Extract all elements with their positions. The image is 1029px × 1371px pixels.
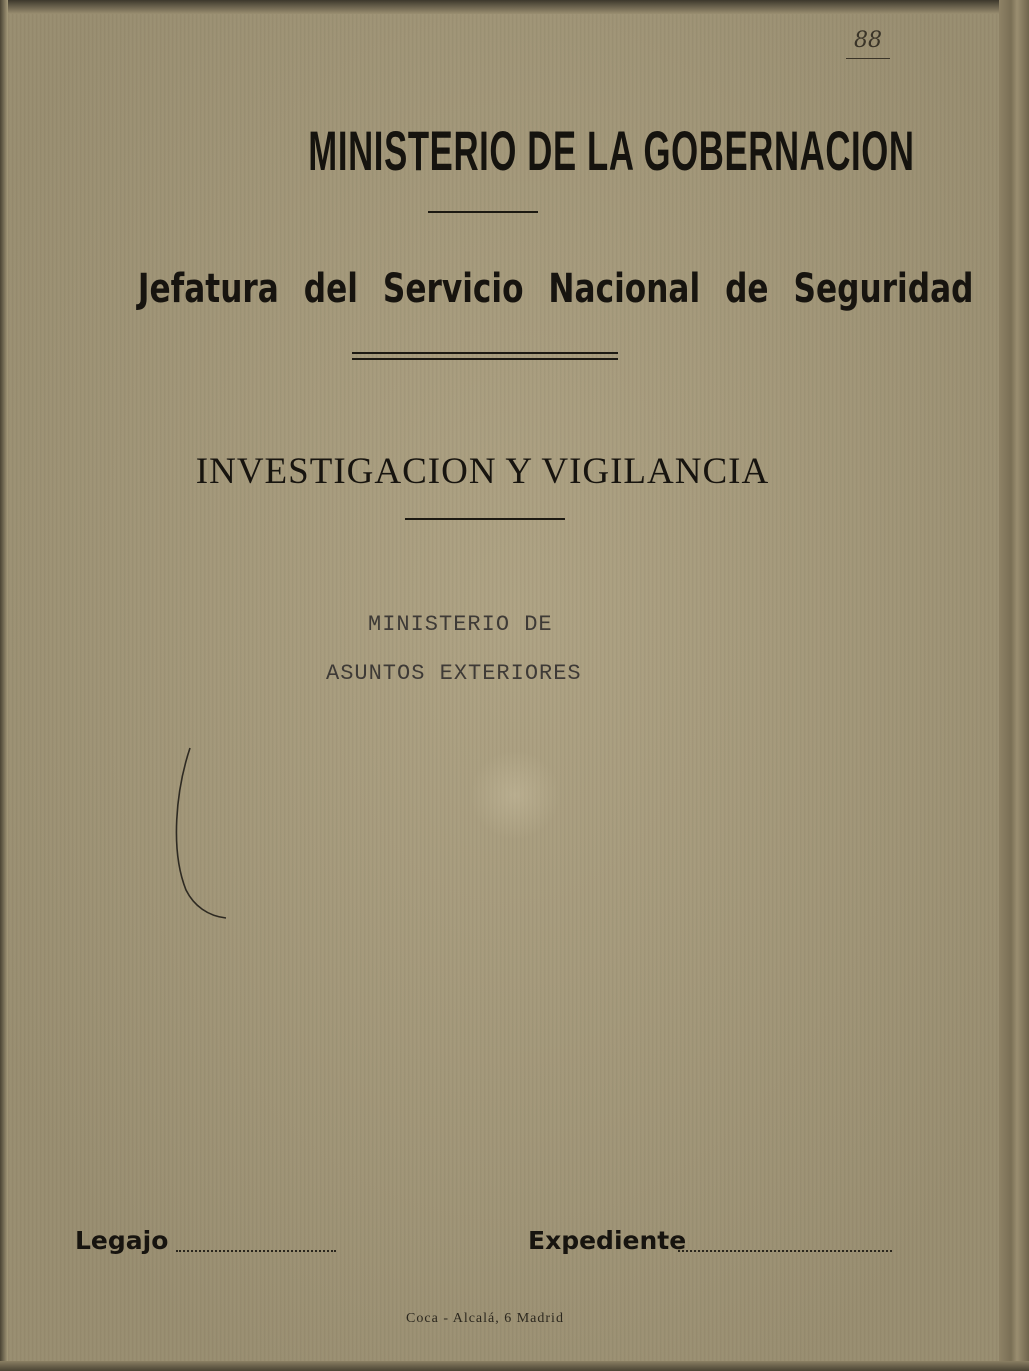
- expediente-label: Expediente: [528, 1226, 687, 1255]
- divider-rule: [428, 211, 538, 213]
- department-title: Jefatura del Servicio Nacional de Seguridad: [137, 266, 974, 312]
- printer-imprint: Coca - Alcalá, 6 Madrid: [406, 1311, 564, 1326]
- typed-stamp-line: ASUNTOS EXTERIORES: [326, 661, 582, 686]
- double-rule-top: [352, 352, 618, 354]
- page-stack-edge: [999, 0, 1029, 1371]
- expediente-field-line: [678, 1250, 892, 1252]
- pencil-bracket-mark: [168, 740, 238, 920]
- left-edge: [0, 0, 8, 1371]
- typed-stamp-line: MINISTERIO DE: [368, 612, 553, 637]
- top-edge: [0, 0, 1029, 14]
- legajo-label: Legajo: [75, 1226, 169, 1255]
- double-rule-bottom: [352, 358, 618, 360]
- bottom-edge: [0, 1361, 1029, 1371]
- folio-underline: [846, 58, 890, 59]
- paper-wear-spot: [470, 750, 560, 840]
- legajo-field-line: [176, 1250, 336, 1252]
- ministry-title: MINISTERIO DE LA GOBERNACION: [308, 119, 915, 182]
- divider-rule: [405, 518, 565, 520]
- folio-number: 88: [854, 28, 882, 53]
- section-title: INVESTIGACION Y VIGILANCIA: [195, 451, 770, 492]
